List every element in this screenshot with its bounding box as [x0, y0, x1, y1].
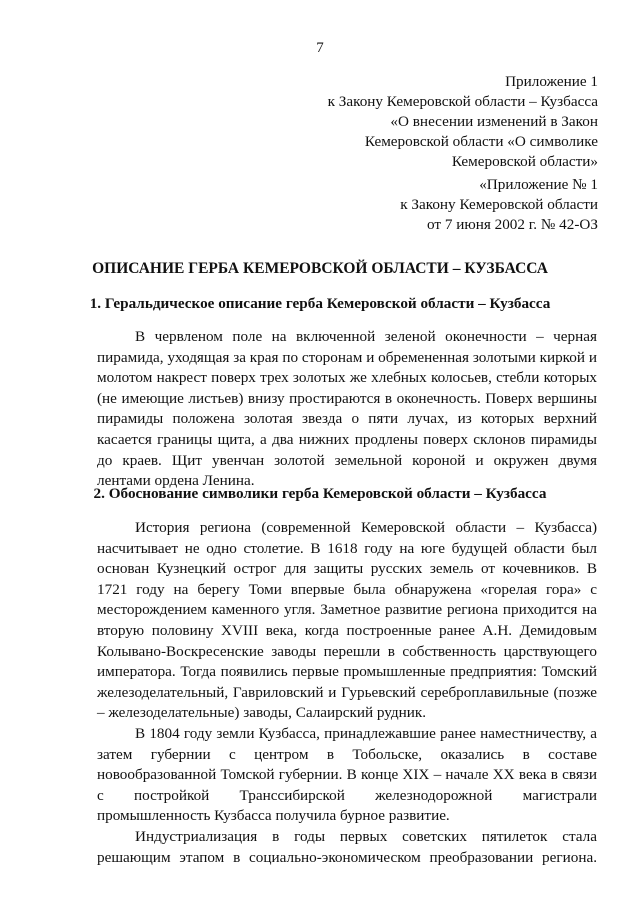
- paragraph: Индустриализация в годы первых советских пятилеток стала решающим этапом в социально-экономическом преобразовании региона.: [97, 827, 597, 866]
- original-appendix-line: «Приложение № 1: [479, 176, 598, 193]
- original-appendix-line: от 7 июня 2002 г. № 42-ОЗ: [427, 216, 598, 233]
- section-body-heraldic: [97, 327, 597, 492]
- appendix-header-line: Приложение 1: [505, 73, 598, 90]
- section-heading-symbolism: 2. Обоснование символики герба Кемеровской области – Кузбасса: [93, 485, 547, 502]
- original-appendix-header: [268, 175, 598, 235]
- paragraph: В 1804 году земли Кузбасса, принадлежавшие ранее наместничеству, а затем губернии с центром в Тобольске, оказались в составе новообразованной Томской губернии. В конце XIX – начале XX века в связи с постройкой Транссибирской железнодорожной магистрали промышленность Кузбасса получила бурное развитие.: [97, 724, 597, 825]
- appendix-header-line: Кемеровской области»: [451, 153, 598, 170]
- appendix-header-line: Кемеровской области «О символике: [364, 133, 598, 150]
- appendix-header-line: к Закону Кемеровской области – Кузбасса: [327, 93, 598, 110]
- paragraph: В червленом поле на включенной зеленой оконечности – черная пирамида, уходящая за края по сторонам и обремененная золотыми киркой и молотом накрест поверх трех золотых же хлебных колосьев, стебли которых (не имеющие листьев) внизу простираются в оконечность. Поверх вершины пирамиды положена золотая звезда о пяти лучах, из которых верхний касается границы щита, а два нижних продлены поверх склонов пирамиды до краев. Щит увенчан золотой земельной короной и окружен двумя лентами ордена Ленина.: [97, 328, 597, 490]
- original-appendix-line: к Закону Кемеровской области: [400, 196, 598, 213]
- section-body-symbolism: [97, 518, 597, 868]
- page-number: 7: [316, 40, 324, 56]
- paragraph: История региона (современной Кемеровской области – Кузбасса) насчитывает не одно столетие. В 1618 году на юге будущей области был основан Кузнецкий острог для защиты русских земель от кочевников. В 1721 году на берегу Томи впервые была обнаружена «горелая гора» с месторождением каменного угля. Заметное развитие региона приходится на вторую половину XVIII века, когда построенные ранее А.Н. Демидовым Колывано-Воскресенские заводы перешли в собственность царствующего императора. Тогда появились первые промышленные предприятия: Томский железоделательный, Гавриловский и Гурьевский сереброплавильные (позже – железоделательные) заводы, Салаирский рудник.: [97, 519, 597, 722]
- appendix-header-line: «О внесении изменений в Закон: [390, 113, 598, 130]
- section-heading-heraldic: 1. Геральдическое описание герба Кемеровской области – Кузбасса: [89, 295, 551, 312]
- document-title: ОПИСАНИЕ ГЕРБА КЕМЕРОВСКОЙ ОБЛАСТИ – КУЗБАССА: [92, 260, 548, 277]
- appendix-header: [268, 72, 598, 172]
